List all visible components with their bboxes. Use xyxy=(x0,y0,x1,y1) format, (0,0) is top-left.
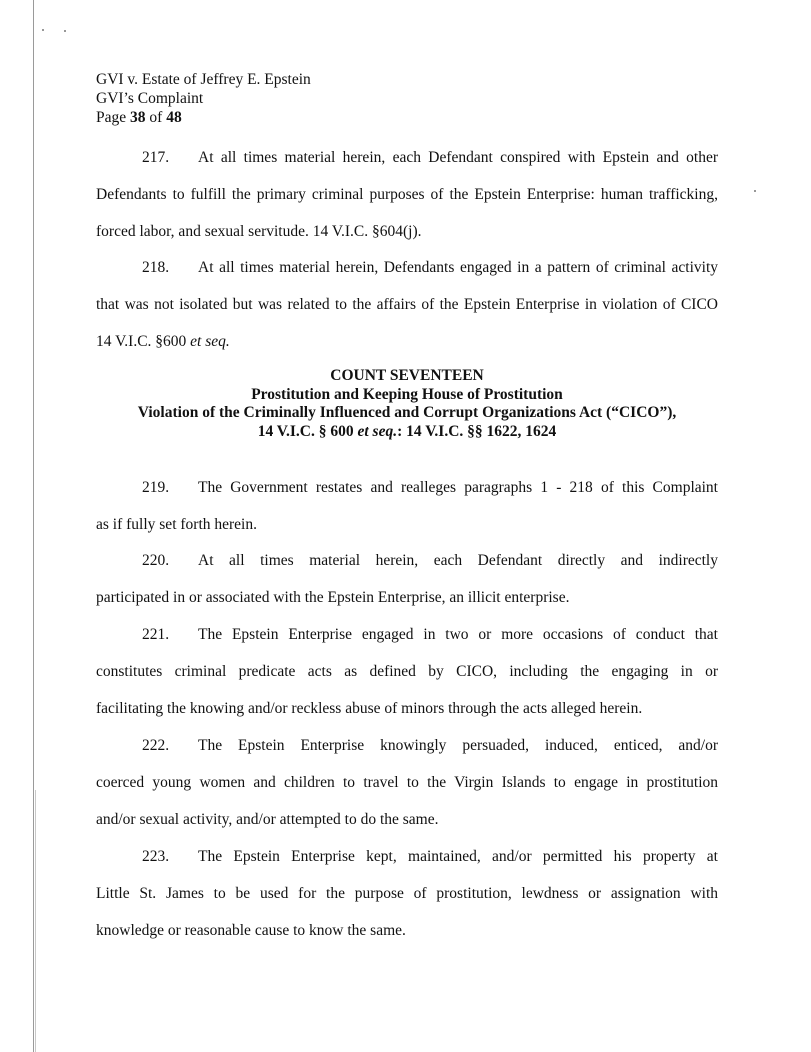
paragraph-line: Defendants to fulfill the primary criminal purposes of the Epstein Enterprise: human trafficking, xyxy=(96,186,718,203)
paragraph-220 xyxy=(96,551,718,607)
page-total: 48 xyxy=(166,109,182,126)
paragraph-number: 221. xyxy=(142,626,170,643)
paragraph-line: 223. The Epstein Enterprise kept, maintained, and/or permitted his property at xyxy=(142,848,718,865)
scan-speck xyxy=(64,30,66,32)
scan-speck xyxy=(754,190,756,192)
paragraph-line: 217. At all times material herein, each Defendant conspired with Epstein and other xyxy=(142,149,718,166)
paragraph-line: 220. At all times material herein, each Defendant directly and indirectly xyxy=(142,552,718,569)
scan-left-edge-inner xyxy=(35,790,36,1052)
count-heading xyxy=(96,367,718,441)
paragraph-line: 218. At all times material herein, Defendants engaged in a pattern of criminal activity xyxy=(142,259,718,276)
paragraph-line: facilitating the knowing and/or reckless abuse of minors through the acts alleged herein. xyxy=(96,700,643,717)
document-title: GVI’s Complaint xyxy=(96,90,204,107)
count-citation: 14 V.I.C. § 600 et seq.: 14 V.I.C. §§ 1622, 1624 xyxy=(257,422,557,440)
scan-speck xyxy=(42,29,44,31)
paragraph-number: 220. xyxy=(142,552,170,569)
paragraph-number: 222. xyxy=(142,737,170,754)
paragraph-line: Little St. James to be used for the purpose of prostitution, lewdness or assignation with xyxy=(96,885,718,902)
paragraph-number: 218. xyxy=(142,259,170,276)
italic-citation: et seq. xyxy=(190,333,230,350)
paragraph-line: knowledge or reasonable cause to know the same. xyxy=(96,922,406,939)
paragraph-219 xyxy=(96,478,718,534)
paragraph-222 xyxy=(96,736,718,829)
paragraph-line: participated in or associated with the Epstein Enterprise, an illicit enterprise. xyxy=(96,589,570,606)
paragraph-line: that was not isolated but was related to the affairs of the Epstein Enterprise in violation of CICO xyxy=(96,296,718,313)
paragraph-line: and/or sexual activity, and/or attempted to do the same. xyxy=(96,811,439,828)
paragraph-line: 221. The Epstein Enterprise engaged in two or more occasions of conduct that xyxy=(142,626,718,643)
paragraph-number: 217. xyxy=(142,149,170,166)
page-header xyxy=(96,70,496,127)
paragraph-line: coerced young women and children to travel to the Virgin Islands to engage in prostitution xyxy=(96,774,718,791)
paragraph-221 xyxy=(96,625,718,718)
scan-left-edge xyxy=(33,0,34,1052)
case-caption: GVI v. Estate of Jeffrey E. Epstein xyxy=(96,71,311,88)
paragraph-line: 219. The Government restates and realleges paragraphs 1 - 218 of this Complaint xyxy=(142,479,718,496)
paragraph-number: 219. xyxy=(142,479,170,496)
count-statute: Violation of the Criminally Influenced and Corrupt Organizations Act (“CICO”), xyxy=(137,404,677,421)
page-indicator: Page 38 of 48 xyxy=(96,109,182,126)
paragraph-line: constitutes criminal predicate acts as defined by CICO, including the engaging in or xyxy=(96,663,718,680)
count-title: COUNT SEVENTEEN xyxy=(330,367,484,384)
page-number: 38 xyxy=(130,109,146,126)
paragraph-217 xyxy=(96,148,718,241)
paragraph-223 xyxy=(96,847,718,940)
paragraph-218 xyxy=(96,258,718,351)
count-subtitle: Prostitution and Keeping House of Prostitution xyxy=(251,385,563,403)
paragraph-line: 222. The Epstein Enterprise knowingly persuaded, induced, enticed, and/or xyxy=(142,737,718,754)
paragraph-line: 14 V.I.C. §600 et seq. xyxy=(96,333,230,350)
paragraph-line: forced labor, and sexual servitude. 14 V.I.C. §604(j). xyxy=(96,223,422,240)
paragraph-number: 223. xyxy=(142,848,170,865)
paragraph-line: as if fully set forth herein. xyxy=(96,516,257,533)
